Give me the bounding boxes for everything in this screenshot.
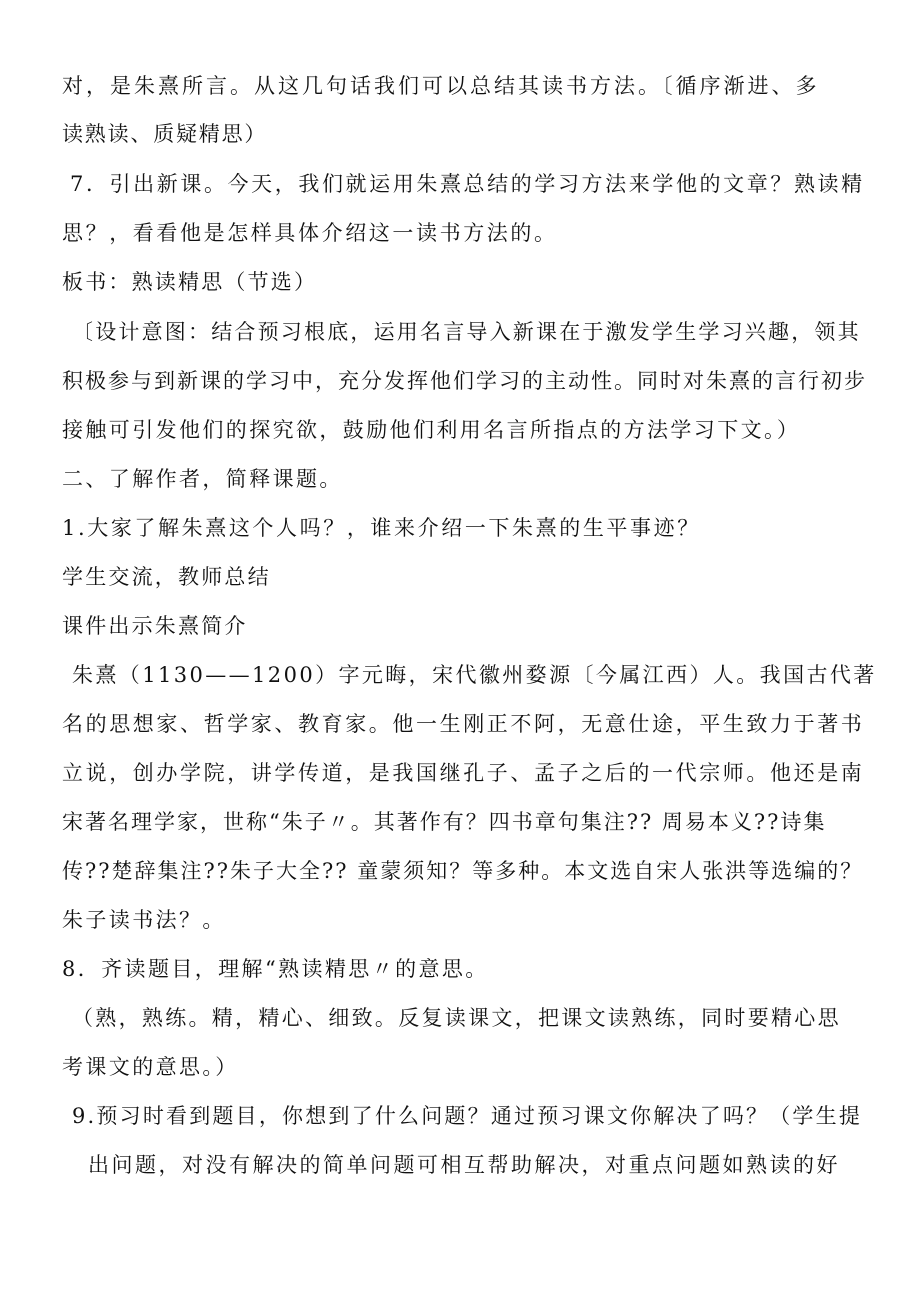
text-line: 宋著名理学家，世称“朱子〃。其著作有？四书章句集注?? 周易本义??诗集 — [62, 810, 827, 834]
text-line: 8．齐读题目，理解“熟读精思〃的意思。 — [62, 957, 489, 981]
text-line: 〔设计意图：结合预习根底，运用名言导入新课在于激发学生学习兴趣，领其 — [72, 320, 861, 344]
text-line: 对，是朱熹所言。从这几句话我们可以总结其读书方法。〔循序渐进、多 — [62, 74, 820, 98]
text-line: 立说，创办学院，讲学传道，是我国继孔子、孟子之后的一代宗师。他还是南 — [62, 761, 865, 785]
text-line: 名的思想家、哲学家、教育家。他一生刚正不阿，无意仕途，平生致力于著书 — [62, 712, 865, 736]
text-line: 7．引出新课。今天，我们就运用朱熹总结的学习方法来学他的文章？熟读精 — [70, 172, 865, 196]
text-line: 1.大家了解朱熹这个人吗？，谁来介绍一下朱熹的生平事迹？ — [62, 516, 701, 540]
text-line: 9.预习时看到题目，你想到了什么问题？通过预习课文你解决了吗？（学生提 — [72, 1104, 863, 1128]
text-line: 传??楚辞集注??朱子大全?? 童蒙须知？等多种。本文选自宋人张洪等选编的？ — [62, 859, 864, 883]
text-line: 朱子读书法？。 — [62, 908, 226, 932]
text-line: 考课文的意思。） — [62, 1055, 239, 1079]
text-line: 接触可引发他们的探究欲，鼓励他们利用名言所指点的方法学习下文。） — [62, 418, 801, 442]
text-line: 思？，看看他是怎样具体介绍这一读书方法的。 — [62, 221, 558, 245]
text-line: 学生交流，教师总结 — [62, 565, 271, 589]
text-line: （熟，熟练。精，精心、细致。反复读课文，把课文读熟练，同时要精心思 — [72, 1006, 841, 1030]
text-line: 出问题，对没有解决的简单问题可相互帮助解决，对重点问题如熟读的好 — [88, 1153, 840, 1177]
text-line: 朱熹（1130——1200）字元晦，宋代徽州婺源〔今属江西）人。我国古代著 — [72, 663, 877, 687]
text-line: 课件出示朱熹简介 — [62, 614, 248, 638]
section-heading: 二、了解作者，简释课题。 — [62, 467, 343, 491]
text-line: 积极参与到新课的学习中，充分发挥他们学习的主动性。同时对朱熹的言行初步 — [62, 369, 867, 393]
text-line: 读熟读、质疑精思） — [62, 122, 268, 146]
text-line: 板书：熟读精思（节选） — [62, 270, 318, 294]
